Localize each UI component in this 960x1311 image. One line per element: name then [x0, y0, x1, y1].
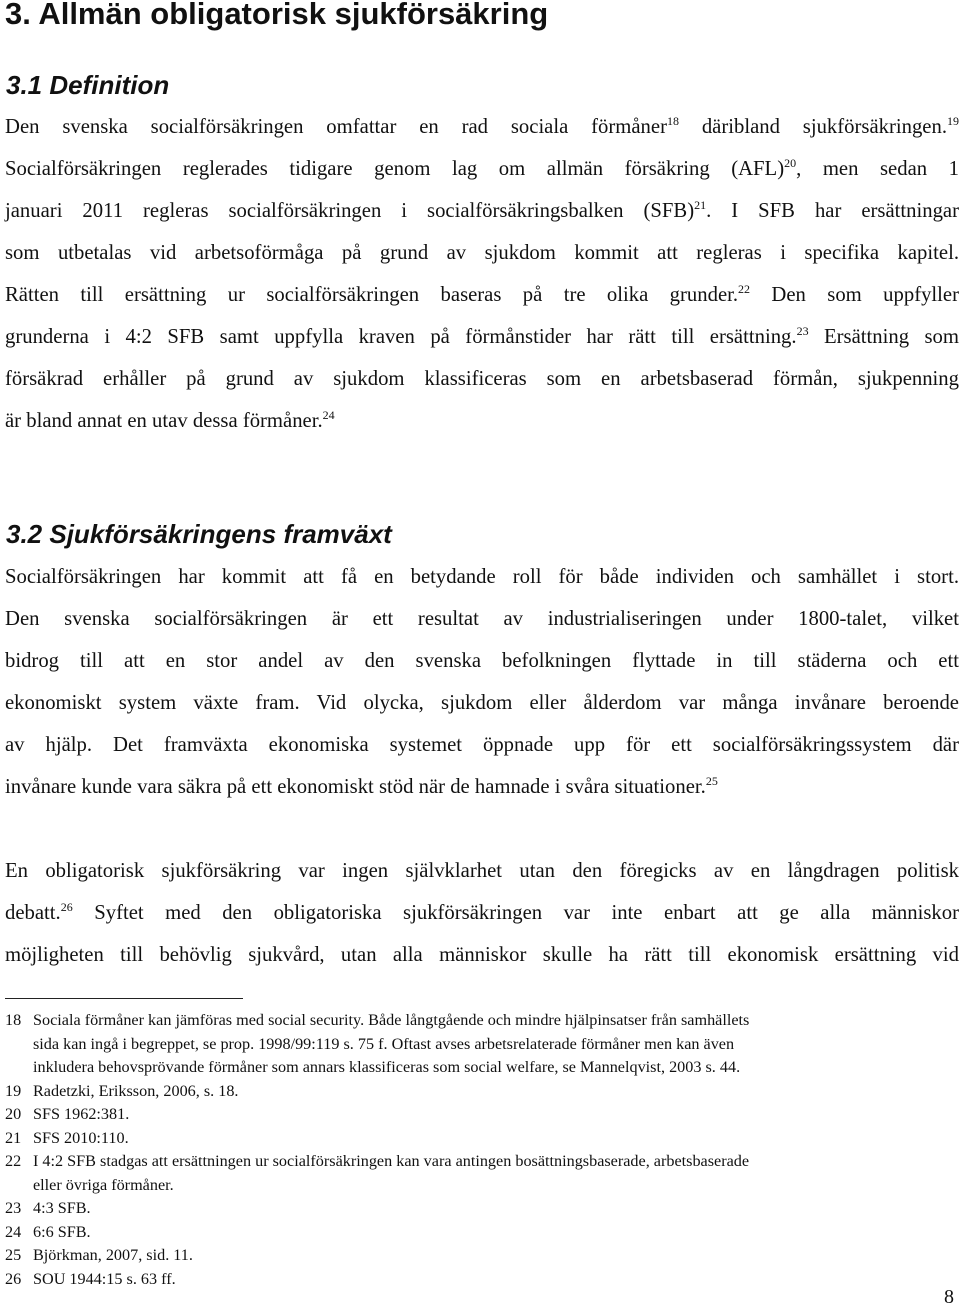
- text-line: möjligheten till behövlig sjukvård, utan alla människor skulle ha rätt till ekonomisk ersättning vid: [5, 944, 959, 966]
- footnote-text: 6:6 SFB.: [33, 1222, 91, 1241]
- text-line: Den svenska socialförsäkringen omfattar en rad sociala förmåner$^{18}$ däribland sjukförsäkringen.$^{19}$: [5, 114, 959, 138]
- paragraph-definition: [5, 106, 959, 442]
- footnote-separator: [5, 998, 243, 999]
- footnote-reference[interactable]: 23: [796, 324, 809, 338]
- text-line: Den svenska socialförsäkringen är ett resultat av industrialiseringen under 1800-talet, vilket: [5, 608, 959, 630]
- chapter-heading: 3. Allmän obligatorisk sjukförsäkring: [5, 0, 549, 31]
- footnote-text: SFS 2010:110.: [33, 1128, 129, 1147]
- footnote-reference[interactable]: 18: [666, 114, 679, 128]
- footnote: [5, 1103, 935, 1127]
- footnote-text: SOU 1944:15 s. 63 ff.: [33, 1269, 176, 1288]
- text-line: försäkrad erhåller på grund av sjukdom klassificeras som en arbetsbaserad förmån, sjukpenning: [5, 368, 959, 390]
- section-heading-definition: 3.1 Definition: [6, 70, 170, 100]
- footnote-text: inkludera behovsprövande förmåner som annars klassificeras som social welfare, se Mannelqvist, 2003 s. 44.: [33, 1058, 741, 1076]
- footnote: [5, 1197, 935, 1221]
- text-line: Socialförsäkringen reglerades tidigare genom lag om allmän försäkring (AFL)$^{20}$, men sedan 1: [5, 156, 959, 180]
- footnotes: [5, 1009, 935, 1291]
- footnote: [5, 1080, 935, 1104]
- paragraph-framvaxt: [5, 556, 959, 808]
- footnote: [5, 1150, 935, 1197]
- text-line: Rätten till ersättning ur socialförsäkringen baseras på tre olika grunder.$^{22}$ Den som uppfyller: [5, 282, 959, 306]
- footnote-number: 25: [5, 1246, 22, 1264]
- footnote-number: 26: [5, 1269, 22, 1288]
- footnote-text: sida kan ingå i begreppet, se prop. 1998/99:119 s. 75 f. Oftast avses arbetsrelaterade förmåner men kan även: [33, 1034, 735, 1053]
- text-line: som utbetalas vid arbetsoförmåga på grund av sjukdom kommit att regleras i specifika kapitel.: [5, 242, 959, 264]
- footnote-number: 20: [5, 1105, 22, 1123]
- footnote-number: 21: [5, 1128, 22, 1147]
- footnote-reference[interactable]: 25: [705, 774, 718, 788]
- footnote-reference[interactable]: 19: [947, 114, 959, 128]
- footnote-reference[interactable]: 24: [322, 408, 335, 422]
- footnote-number: 22: [5, 1152, 22, 1170]
- footnote: [5, 1244, 935, 1268]
- text-line: invånare kunde vara säkra på ett ekonomiskt stöd när de hamnade i svåra situationer.$^{25}$: [5, 774, 718, 798]
- footnote-number: 24: [5, 1222, 22, 1241]
- footnote-reference[interactable]: 21: [694, 198, 707, 212]
- section-heading-framvaxt: 3.2 Sjukförsäkringens framväxt: [6, 519, 392, 549]
- footnote: [5, 1268, 935, 1292]
- footnote-number: 18: [5, 1011, 22, 1029]
- text-line: ekonomiskt system växte fram. Vid olycka, sjukdom eller ålderdom var många invånare beroende: [5, 692, 959, 714]
- text-line: av hjälp. Det framväxta ekonomiska systemet öppnade upp för ett socialförsäkringssystem där: [5, 734, 959, 756]
- text-line: Socialförsäkringen har kommit att få en betydande roll för både individen och samhället i stort.: [5, 566, 959, 588]
- footnote-text: Sociala förmåner kan jämföras med social security. Både långtgående och mindre hjälpinsatser från samhällets: [33, 1011, 750, 1029]
- footnote-number: 19: [5, 1081, 22, 1100]
- text-line: debatt.$^{26}$ Syftet med den obligatoriska sjukförsäkringen var inte enbart att ge alla människor: [5, 900, 959, 924]
- text-line: En obligatorisk sjukförsäkring var ingen självklarhet utan den föregicks av en långdragen politisk: [5, 860, 959, 882]
- text-line: grunderna i 4:2 SFB samt uppfylla kraven på förmånstider har rätt till ersättning.$^{23}$ Ersättning som: [5, 324, 959, 348]
- footnote-text: 4:3 SFB.: [33, 1199, 91, 1217]
- footnote-reference[interactable]: 22: [738, 282, 751, 296]
- text-line: januari 2011 regleras socialförsäkringen i socialförsäkringsbalken (SFB)$^{21}$. I SFB har ersättningar: [5, 198, 960, 222]
- footnote: [5, 1127, 935, 1151]
- footnote-text: I 4:2 SFB stadgas att ersättningen ur socialförsäkringen kan vara antingen bosättningsbaserade, arbetsbaserade: [33, 1152, 750, 1170]
- page-number: 8: [944, 1286, 954, 1308]
- text-line: är bland annat en utav dessa förmåner.$^{24}$: [5, 408, 335, 432]
- footnote-reference[interactable]: 26: [60, 900, 73, 914]
- footnote: [5, 1221, 935, 1245]
- footnote-reference[interactable]: 20: [784, 156, 797, 170]
- footnote-number: 23: [5, 1199, 22, 1217]
- footnote-text: SFS 1962:381.: [33, 1105, 130, 1123]
- footnote-text: Björkman, 2007, sid. 11.: [33, 1246, 193, 1264]
- paragraph-obligatorisk: [5, 850, 959, 976]
- footnote-text: eller övriga förmåner.: [33, 1175, 174, 1194]
- footnote-text: Radetzki, Eriksson, 2006, s. 18.: [33, 1081, 239, 1100]
- text-line: bidrog till att en stor andel av den svenska befolkningen flyttade in till städerna och ett: [5, 650, 959, 672]
- footnote: [5, 1009, 935, 1080]
